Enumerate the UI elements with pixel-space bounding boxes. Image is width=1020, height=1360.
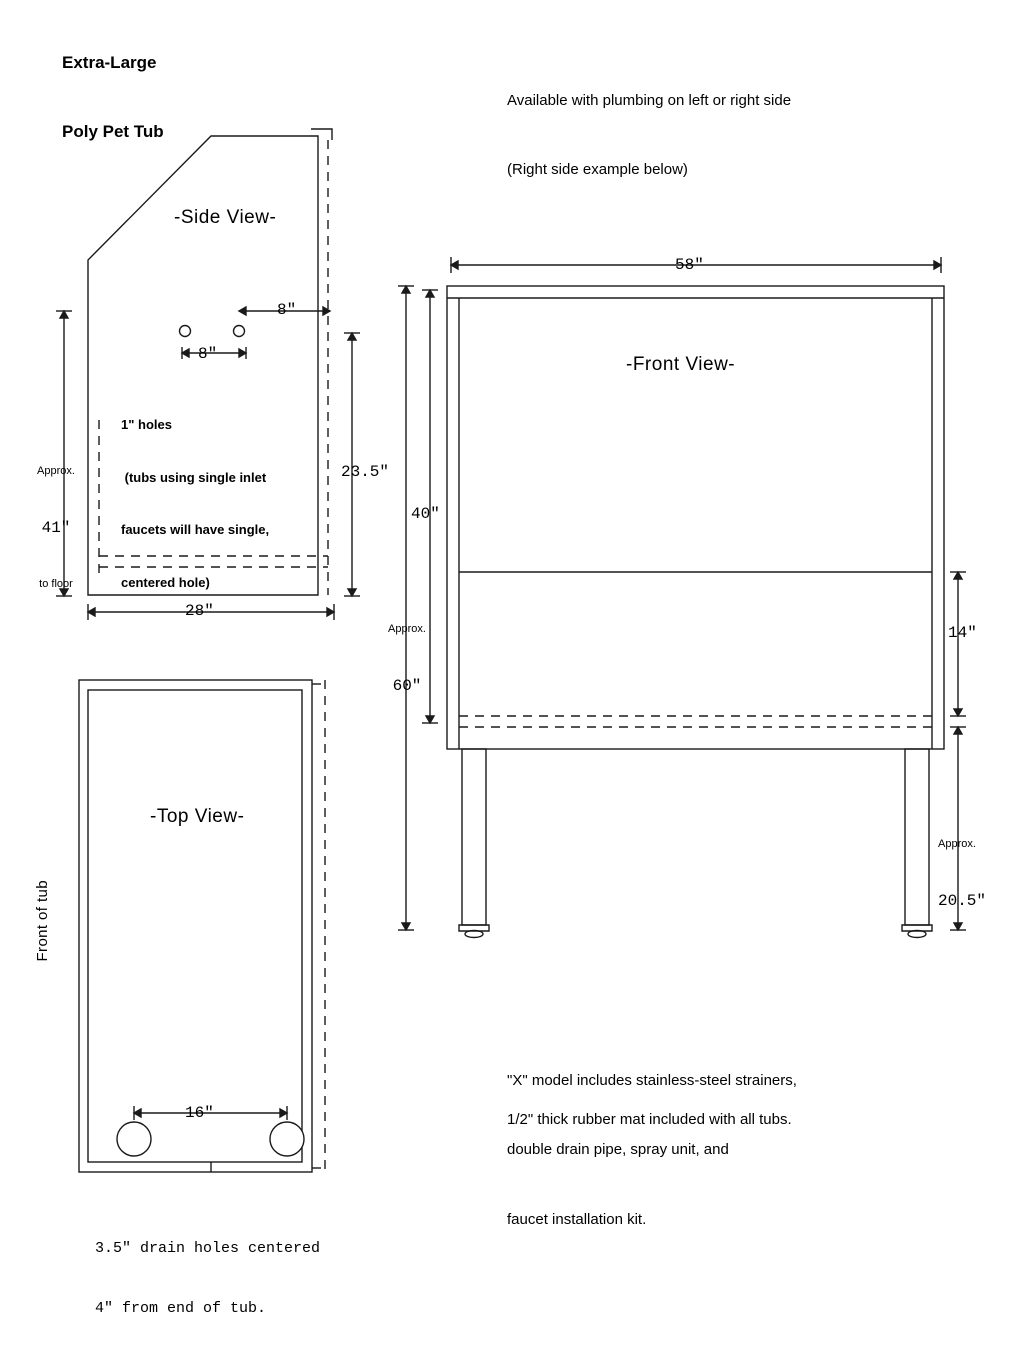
- top-view-label: -Top View-: [150, 806, 245, 827]
- front-view-legs: [459, 749, 932, 938]
- side-approx-label: Approx.: [37, 465, 75, 477]
- top-view-hidden-lines: [312, 680, 325, 1172]
- x-model-note-line3: faucet installation kit.: [507, 1211, 647, 1228]
- front-leg-approx-block: [938, 798, 1018, 951]
- top-view-drain-holes: [117, 1122, 304, 1156]
- front-dim-14: [950, 572, 966, 716]
- front-dim-14-label: 14": [948, 624, 977, 642]
- drain-holes-caption-line1: 3.5" drain holes centered: [95, 1239, 321, 1257]
- side-dim-8-top-label: 8": [277, 301, 297, 319]
- front-view-label: -Front View-: [626, 354, 736, 375]
- side-dim-23-5-label: 23.5": [341, 463, 390, 481]
- page-title: [62, 6, 164, 190]
- front-leg-approx-label: Approx.: [938, 838, 976, 850]
- side-view-label: -Side View-: [174, 207, 277, 228]
- availability-note-line1: Available with plumbing on left or right side: [507, 91, 792, 109]
- holes-note-line2: (tubs using single inlet: [121, 469, 267, 485]
- top-dim-16-label: 16": [185, 1104, 214, 1122]
- front-approx-60-block: [378, 583, 436, 736]
- front-of-tub-label: Front of tub: [34, 880, 51, 962]
- top-view-outline: [79, 680, 312, 1172]
- holes-note-line3: faucets will have single,: [121, 522, 270, 538]
- x-model-note: [507, 1022, 797, 1278]
- x-model-note-line1: "X" model includes stainless-steel strainers,: [507, 1071, 797, 1089]
- front-approx-label: Approx.: [388, 623, 426, 635]
- availability-note: [507, 42, 791, 228]
- side-dim-8-spacing-label: 8": [198, 345, 218, 363]
- holes-note-line4: centered hole): [121, 575, 210, 591]
- drain-holes-caption: [95, 1198, 320, 1360]
- front-approx-value: 60": [392, 677, 422, 696]
- side-dim-28-label: 28": [185, 602, 214, 620]
- page-title-line2: Poly Pet Tub: [62, 121, 164, 141]
- holes-note: [121, 381, 269, 627]
- side-approx-value: 41": [41, 519, 71, 538]
- front-dim-58-label: 58": [675, 256, 704, 274]
- front-leg-approx-value: 20.5": [938, 892, 987, 911]
- side-approx-sub: to floor: [39, 578, 73, 591]
- availability-note-line2: (Right side example below): [507, 161, 688, 179]
- front-view-hidden-lines: [459, 716, 932, 727]
- page-title-line1: Extra-Large: [62, 52, 157, 72]
- side-view-faucet-holes: [180, 326, 245, 337]
- rubber-mat-note: 1/2" thick rubber mat included with all tubs.: [507, 1111, 792, 1128]
- side-approx-41-block: [23, 425, 89, 631]
- holes-note-line1: 1" holes: [121, 417, 172, 433]
- x-model-note-line2: double drain pipe, spray unit, and: [507, 1141, 729, 1159]
- front-dim-40-label: 40": [411, 505, 440, 523]
- drain-holes-caption-line2: 4" from end of tub.: [95, 1300, 267, 1318]
